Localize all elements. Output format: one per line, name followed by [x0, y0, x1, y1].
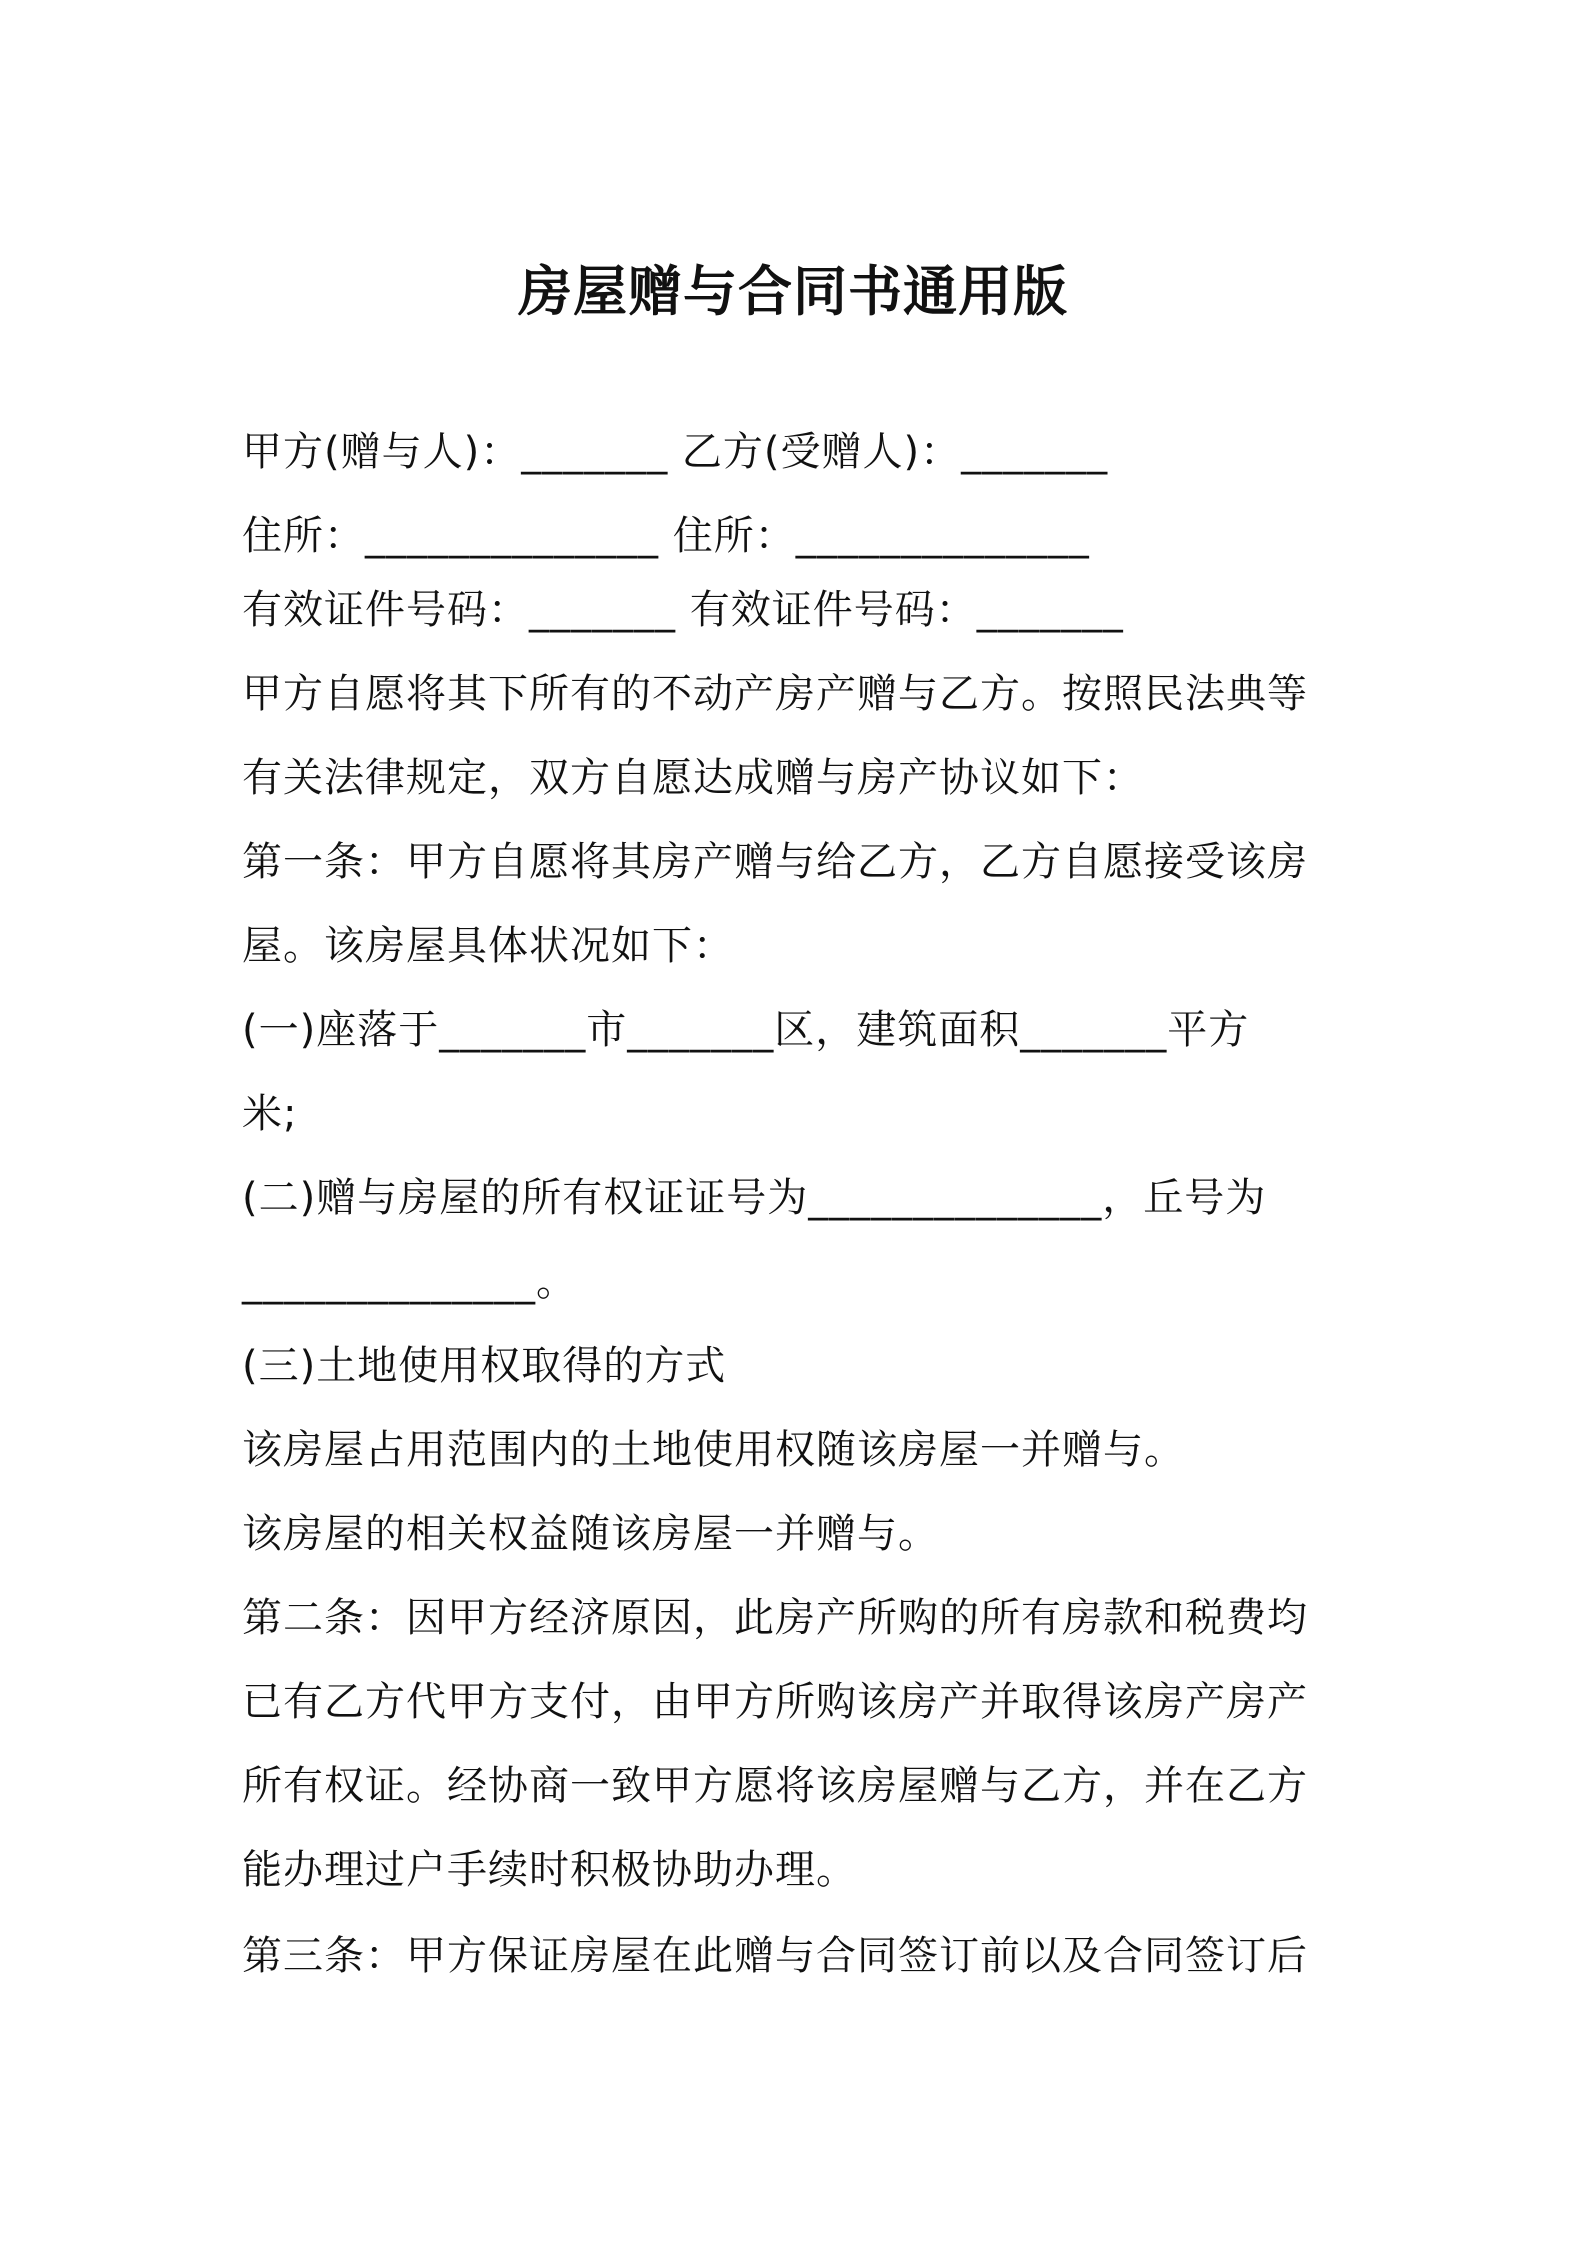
body-line: 已有乙方代甲方支付，由甲方所购该房产并取得该房产房产 [242, 1679, 1308, 1725]
party-id-line: 有效证件号码：_______ 有效证件号码：_______ [242, 587, 1124, 633]
clause-three-line: (三)土地使用权取得的方式 [242, 1343, 727, 1389]
article-one-line: 第一条：甲方自愿将其房产赠与给乙方，乙方自愿接受该房 [242, 839, 1308, 885]
party-address-line: 住所：______________ 住所：______________ [242, 513, 1090, 559]
body-line: 该房屋占用范围内的土地使用权随该房屋一并赠与。 [242, 1427, 1185, 1473]
article-three-line: 第三条：甲方保证房屋在此赠与合同签订前以及合同签订后 [242, 1933, 1308, 1979]
clause-two-line: (二)赠与房屋的所有权证证号为______________，丘号为 [242, 1175, 1267, 1221]
body-line: 所有权证。经协商一致甲方愿将该房屋赠与乙方，并在乙方 [242, 1763, 1308, 1809]
party-names-line: 甲方(赠与人)：_______ 乙方(受赠人)：_______ [242, 429, 1109, 475]
body-line: 屋。该房屋具体状况如下： [242, 923, 734, 969]
document-title: 房屋赠与合同书通用版 [518, 260, 1068, 323]
body-line: 米; [242, 1091, 298, 1137]
body-line: ______________。 [242, 1259, 577, 1305]
article-two-line: 第二条：因甲方经济原因，此房产所购的所有房款和税费均 [242, 1595, 1308, 1641]
clause-one-line: (一)座落于_______市_______区，建筑面积_______平方 [242, 1007, 1250, 1053]
body-line: 有关法律规定，双方自愿达成赠与房产协议如下： [242, 755, 1144, 801]
body-line: 甲方自愿将其下所有的不动产房产赠与乙方。按照民法典等 [242, 671, 1308, 717]
body-line: 能办理过户手续时积极协助办理。 [242, 1847, 857, 1893]
body-line: 该房屋的相关权益随该房屋一并赠与。 [242, 1511, 939, 1557]
